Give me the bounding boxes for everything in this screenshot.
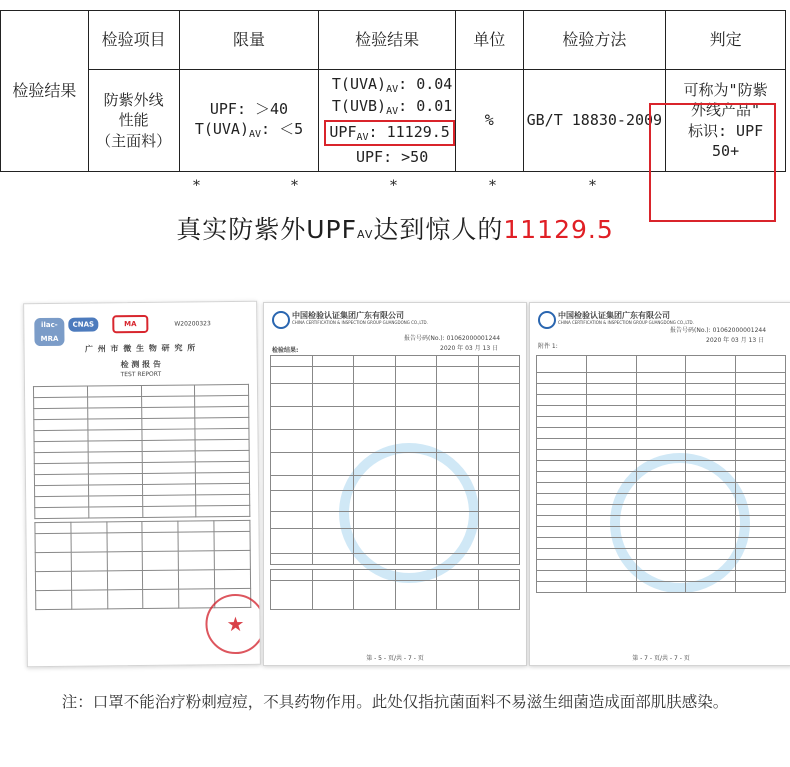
red-seal-stamp: ★	[205, 594, 261, 655]
table-header-row	[1, 11, 786, 70]
limit-uva-value: : ＜5	[261, 120, 304, 139]
footnote-disclaimer: 注：口罩不能治疗粉刺痘痘，不具药物作用。此处仅指抗菌面料不易滋生细菌造成面部肌肤感染。	[61, 693, 729, 711]
result-cell	[319, 70, 455, 172]
row-label-cell	[1, 11, 89, 172]
report1-number: W20200323	[174, 320, 211, 328]
verdict-line-1: 可称为"防紫	[683, 81, 768, 99]
row-label: 检验结果	[12, 81, 77, 101]
header-limit: 限量	[179, 11, 319, 70]
result-upf-value: : 11129.5	[368, 122, 450, 141]
headline	[0, 210, 790, 246]
upf-highlight-box	[324, 120, 454, 147]
result-upf-sub: AV	[356, 131, 369, 143]
result-uva-sub: AV	[386, 83, 399, 95]
report2-company: 中国检验认证集团广东有限公司	[292, 311, 404, 320]
result-upf-label: UPF	[329, 122, 357, 141]
cnas-logo: CNAS	[68, 317, 98, 331]
report3-company: 中国检验认证集团广东有限公司	[558, 311, 670, 320]
report3-grid	[536, 355, 786, 593]
result-uvb-value: : 0.01	[398, 97, 453, 116]
star-mark: *	[291, 178, 298, 194]
test-report-image-1	[23, 301, 261, 667]
report2-company-en: CHINA CERTIFICATION & INSPECTION GROUP GUANGDONG CO.,LTD.	[292, 320, 428, 325]
report3-page: 第 - 7 - 页/共 - 7 - 页	[632, 655, 690, 662]
header-method: 检验方法	[523, 11, 666, 70]
cci-logo-icon	[538, 311, 556, 329]
report3-company-en: CHINA CERTIFICATION & INSPECTION GROUP GUANGDONG CO.,LTD.	[558, 320, 694, 325]
footnote-stars	[0, 178, 790, 198]
report1-subtitle: TEST REPORT	[120, 370, 162, 379]
limit-uva	[180, 119, 319, 142]
result-upf: UPF: >50	[355, 148, 429, 167]
ma-logo: MA	[112, 315, 148, 333]
result-uvb-label: T(UVB)	[331, 97, 387, 116]
headline-prefix: 真实防紫外UPF	[176, 215, 357, 244]
report1-grid-2	[34, 520, 251, 610]
report2-date: 2020 年 03 月 13 日	[440, 345, 499, 352]
report2-number: 报告号码(No.): 01062000001244	[404, 335, 501, 342]
result-uva-label: T(UVA)	[331, 74, 387, 93]
item-line-3: （主面料）	[96, 131, 172, 150]
verdict-highlight-box	[649, 103, 776, 222]
report3-date: 2020 年 03 月 13 日	[706, 337, 765, 344]
star-mark: *	[390, 178, 397, 194]
report3-appendix: 附件 1:	[538, 343, 558, 350]
headline-sub: AV	[357, 228, 374, 241]
star-mark: *	[589, 178, 596, 194]
result-uva	[329, 74, 454, 97]
item-line-1: 防紫外线	[103, 91, 164, 110]
unit-cell: %	[455, 70, 523, 172]
cci-logo-icon	[272, 311, 290, 329]
report2-grid	[270, 355, 520, 565]
report1-org: 广 州 市 微 生 物 研 究 所	[84, 343, 197, 354]
limit-cell	[179, 70, 319, 172]
limit-uva-label: T(UVA)	[194, 120, 249, 139]
header-result: 检验结果	[319, 11, 455, 70]
header-item: 检验项目	[88, 11, 179, 70]
report2-page: 第 - 5 - 页/共 - 7 - 页	[366, 655, 424, 662]
method-cell: GB/T 18830-2009	[523, 70, 666, 172]
limit-upf: UPF: ＞40	[209, 100, 289, 119]
test-report-image-2	[263, 302, 527, 666]
item-line-2: 性能	[118, 111, 149, 130]
report3-number: 报告号码(No.): 01062000001244	[670, 327, 767, 334]
star-mark: *	[489, 178, 496, 194]
headline-value: 11129.5	[503, 215, 614, 244]
result-upf-av-line	[329, 119, 454, 148]
result-uva-value: : 0.04	[398, 74, 453, 93]
ilac-logo: ilac-MRA	[34, 318, 64, 346]
item-cell	[88, 70, 179, 172]
star-mark: *	[193, 178, 200, 194]
verdict-line-4: 50+	[712, 141, 740, 160]
report2-section: 检验结果:	[272, 347, 299, 354]
verdict-line-2: 外线产品"	[691, 101, 761, 120]
result-uvb-sub: AV	[386, 106, 399, 118]
report1-grid	[33, 384, 250, 519]
header-unit: 单位	[455, 11, 523, 70]
test-report-image-3	[529, 302, 790, 666]
header-verdict: 判定	[666, 11, 786, 70]
result-uvb	[329, 96, 454, 119]
report1-title: 检 测 报 告	[120, 359, 161, 370]
limit-uva-sub: AV	[249, 129, 262, 141]
verdict-line-3: 标识: UPF	[687, 121, 764, 140]
report2-grid-2	[270, 569, 520, 610]
headline-middle: 达到惊人的	[373, 215, 504, 244]
